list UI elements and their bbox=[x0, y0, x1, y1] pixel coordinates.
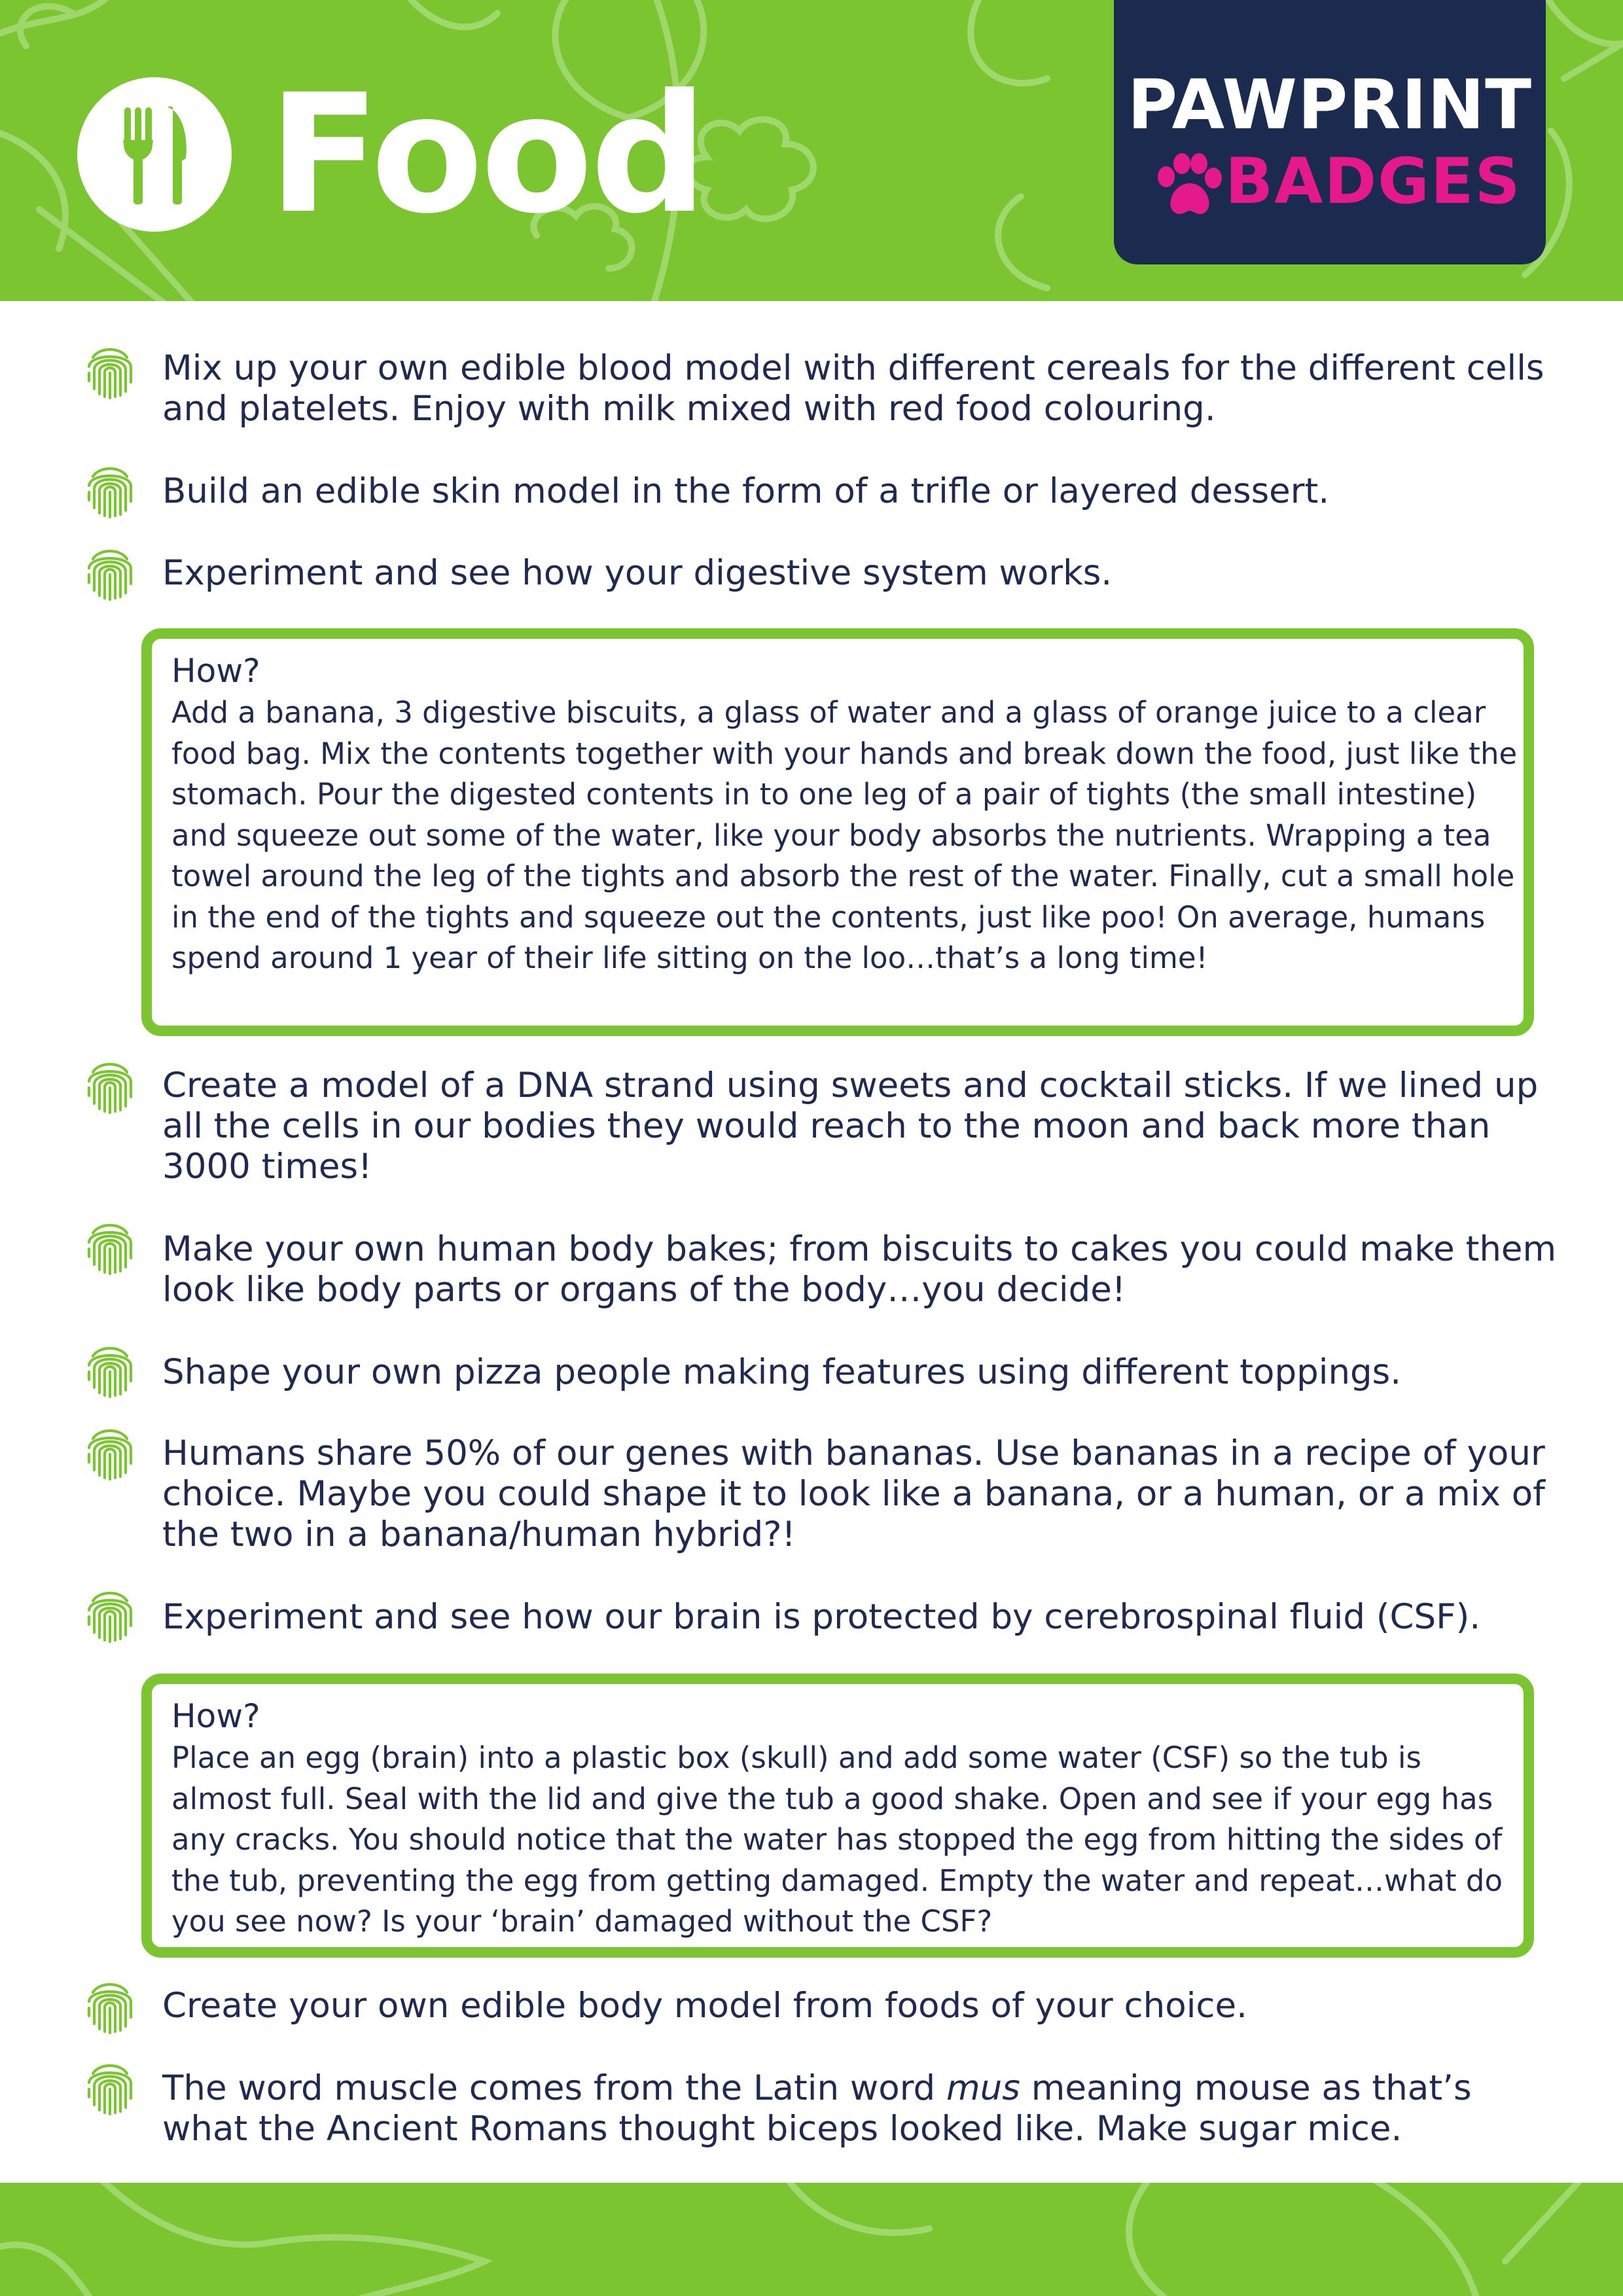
list-item-text: Create a model of a DNA strand using sweets and cocktail sticks. If we lined up all the cells in our bodies they would reach to the moon and back more than 3000 times! bbox=[162, 1066, 1539, 1187]
fingerprint-icon bbox=[84, 1058, 136, 1115]
latin-word: mus bbox=[946, 2068, 1020, 2108]
logo-text-bottom: BADGES bbox=[1225, 145, 1522, 218]
list-item-text: Build an edible skin model in the form of a trifle or layered dessert. bbox=[162, 471, 1330, 511]
list-item-text: Create your own edible body model from foods of your choice. bbox=[162, 1986, 1248, 2026]
how-box-body: Place an egg (brain) into a plastic box (skull) and add some water (CSF) so the tub is almost full. Seal with the lid and give the tub a good shake. Open and see if your egg has any cracks. You should notice that the water has stopped the egg from hitting the sides of the tub, preventing the egg from getting damaged. Empty the water and repeat…what do you see now? Is your ‘brain’ damaged without the CSF? bbox=[171, 1740, 1503, 1939]
fingerprint-icon bbox=[84, 1424, 136, 1482]
list-item-text: Mix up your own edible blood model with different cereals for the different cells and platelets. Enjoy with milk mixed with red food colouring. bbox=[162, 348, 1544, 429]
fingerprint-icon bbox=[84, 2059, 136, 2117]
how-box bbox=[141, 1674, 1534, 1958]
how-box-body: Add a banana, 3 digestive biscuits, a glass of water and a glass of orange juice to a clear food bag. Mix the contents together with your hands and break down the food, just like the stomach. Pour the digested contents in to one leg of a pair of tights (the small intestine) and squeeze out some of the water, like your body absorbs the nutrients. Wrapping a tea towel around the leg of the tights and absorb the rest of the water. Finally, cut a small hole in the end of the tights and squeeze out the contents, just like poo! On average, humans spend around 1 year of their life sitting on the loo…that’s a long time! bbox=[171, 695, 1518, 975]
list-item-text: Make your own human body bakes; from biscuits to cakes you could make them look like body parts or organs of the body…you decide! bbox=[162, 1229, 1557, 1310]
list-item-text bbox=[162, 2068, 1563, 2149]
text-after: meaning mouse as that’s what the Ancient Romans thought biceps looked like. Make sugar mice. bbox=[162, 2068, 1472, 2149]
list-item-text: Humans share 50% of our genes with bananas. Use bananas in a recipe of your choice. Maybe you could shape it to look like a banana, or a human, or a mix of the two in a banana/human hybrid?! bbox=[162, 1433, 1545, 1554]
fingerprint-icon bbox=[84, 1978, 136, 2036]
list-item-text: Shape your own pizza people making features using different toppings. bbox=[162, 1352, 1402, 1392]
fingerprint-icon bbox=[84, 462, 136, 520]
fingerprint-icon bbox=[84, 343, 136, 401]
fingerprint-icon bbox=[84, 1342, 136, 1399]
fingerprint-icon bbox=[84, 545, 136, 602]
list-item-text: Experiment and see how our brain is protected by cerebrospinal fluid (CSF). bbox=[162, 1597, 1481, 1637]
cutlery-icon bbox=[77, 77, 232, 232]
header-banner bbox=[0, 0, 1623, 301]
footer-banner bbox=[0, 2183, 1623, 2296]
fingerprint-icon bbox=[84, 1219, 136, 1276]
food-doodle-background bbox=[0, 2183, 1623, 2296]
paw-icon bbox=[1152, 152, 1225, 217]
page-title: Food bbox=[268, 59, 705, 249]
fingerprint-icon bbox=[84, 1587, 136, 1644]
logo-text-top: PAWPRINT bbox=[1127, 65, 1533, 145]
pawprint-badges-logo bbox=[1114, 0, 1546, 264]
list-item-text: Experiment and see how your digestive system works. bbox=[162, 553, 1113, 593]
how-box-title: How? bbox=[171, 1697, 260, 1735]
how-box bbox=[141, 628, 1534, 1036]
text-before: The word muscle comes from the Latin word bbox=[162, 2068, 947, 2108]
how-box-title: How? bbox=[171, 652, 260, 690]
